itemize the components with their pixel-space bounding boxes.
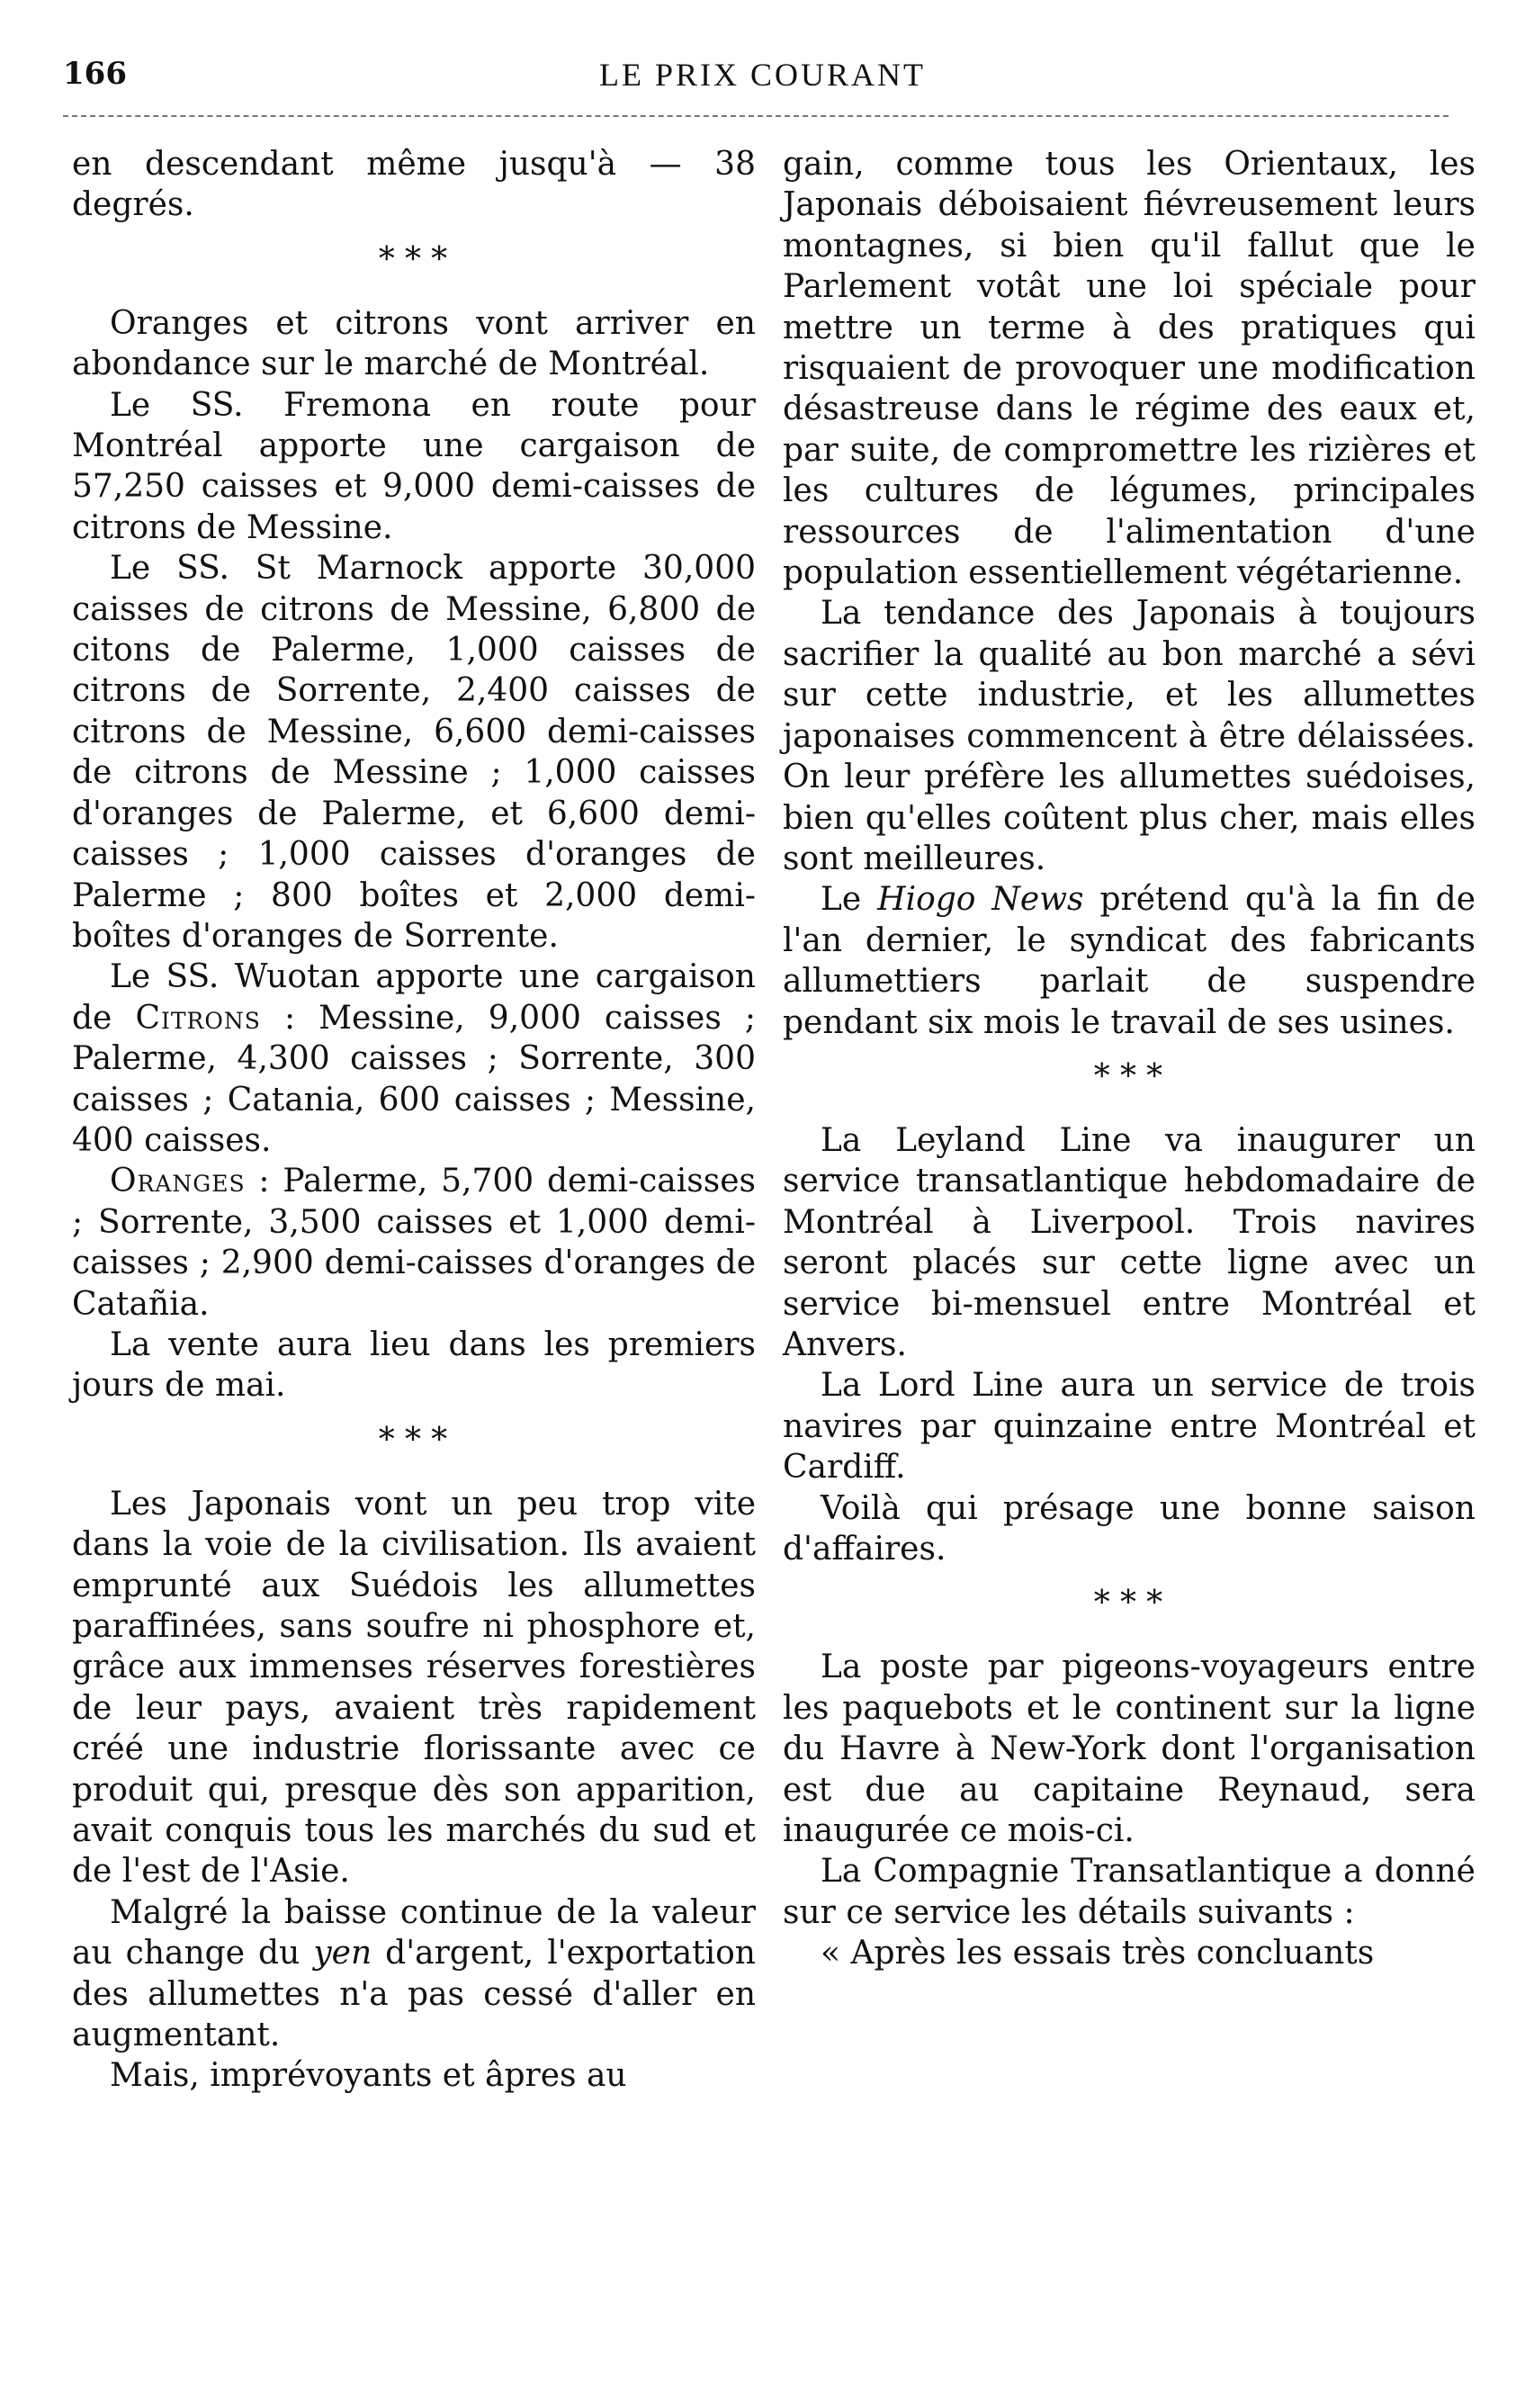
- text-run: : Palerme, 5,700 demi-caisses ; Sorrente, 3,500 caisses et 1,000 demi-caisses ; 2,900 demi-caisses d'oranges de Catañia.: [72, 1163, 756, 1323]
- paragraph-st-marnock: Le SS. St Marnock apporte 30,000 caisses de citrons de Messine, 6,800 de citons de Palerme, 1,000 caisses de citrons de Sorrente, 2,400 caisses de citrons de Messine, 6,600 demi-caisses de citrons de Messine ; 1,000 caisses d'oranges de Palerme, et 6,600 demi-caisses ; 1,000 caisses d'oranges de Palerme ; 800 boîtes et 2,000 demi-boîtes d'oranges de Sorrente.: [72, 550, 756, 955]
- text-run-italic: Hiogo News: [877, 881, 1084, 919]
- paragraph-fremona: Le SS. Fremona en route pour Montréal apporte une cargaison de 57,250 caisses et 9,000 demi-caisses de citrons de Messine.: [72, 386, 756, 546]
- right-column: [783, 144, 1476, 1974]
- paragraph-yen: [72, 1892, 756, 2056]
- section-separator: * * *: [378, 240, 450, 278]
- text-run-smallcaps: Oranges: [110, 1163, 246, 1200]
- paragraph-oranges-citrons: Oranges et citrons vont arriver en abondance sur le marché de Montréal.: [72, 304, 756, 383]
- text-run-smallcaps: Citrons: [135, 999, 261, 1037]
- section-separator: * * *: [1093, 1057, 1165, 1095]
- paragraph-pigeons: La poste par pigeons-voyageurs entre les paquebots et le continent sur la ligne du Havre à New-York dont l'organisation est due au capitaine Reynaud, sera inaugurée ce mois-ci.: [783, 1649, 1476, 1850]
- running-title: LE PRIX COURANT: [598, 57, 926, 93]
- paragraph-orientaux: gain, comme tous les Orientaux, les Japonais déboisaient fiévreusement leurs montagnes, si bien qu'il fallut que le Parlement votât une loi spéciale pour mettre un terme à des pratiques qui risquaient de provoquer une modification désastreuse dans le régime des eaux et, par suite, de compromettre les rizières et les cultures de légumes, principales ressources de l'alimentation d'une population essentiellement végétarienne.: [783, 146, 1476, 592]
- paragraph-imprevoyants: Mais, imprévoyants et âpres au: [110, 2057, 627, 2095]
- paragraph-temperature: en descendant même jusqu'à — 38 degrés.: [72, 146, 756, 224]
- text-run-italic: yen: [313, 1935, 372, 1972]
- paragraph-vente: La vente aura lieu dans les premiers jours de mai.: [72, 1325, 756, 1405]
- left-column: [72, 144, 756, 2097]
- paragraph-leyland-line: La Leyland Line va inaugurer un service transatlantique hebdomadaire de Montréal à Liverpool. Trois navires seront placés sur cette ligne avec un service bi-mensuel entre Montréal et Anvers.: [783, 1121, 1476, 1363]
- text-run: : Messine, 9,000 caisses ; Palerme, 4,300 caisses ; Sorrente, 300 caisses ; Catania, 600 caisses ; Messine, 400 caisses.: [72, 999, 757, 1159]
- text-run: Malgré la baisse continue de la valeur au change du: [72, 1893, 756, 1972]
- page-number: 166: [63, 56, 127, 92]
- section-separator: * * *: [1093, 1585, 1165, 1622]
- text-run: Le: [821, 881, 878, 919]
- paragraph-bonne-saison: Voilà qui présage une bonne saison d'affaires.: [783, 1489, 1476, 1568]
- paragraph-oranges-list: [72, 1161, 756, 1325]
- paragraph-compagnie: La Compagnie Transatlantique a donné sur ce service les détails suivants :: [783, 1853, 1476, 1931]
- text-run: Le SS. Wuotan apporte une cargaison de: [72, 958, 756, 1037]
- paragraph-tendance: La tendance des Japonais à toujours sacrifier la qualité au bon marché a sévi sur cette industrie, et les allumettes japonaises commencent à être délaissées. On leur préfère les allumettes suédoises, bien qu'elles coûtent plus cher, mais elles sont meilleures.: [783, 595, 1476, 877]
- paragraph-lord-line: La Lord Line aura un service de trois navires par quinzaine entre Montréal et Cardiff.: [783, 1367, 1476, 1487]
- text-run: prétend qu'à la fin de l'an dernier, le syndicat des fabricants allumettiers parlait de suspendre pendant six mois le travail de ses usines.: [783, 881, 1476, 1041]
- paragraph-essais: « Après les essais très concluants: [821, 1935, 1375, 1972]
- header-rule: [63, 115, 1449, 117]
- paragraph-wuotan: [72, 957, 756, 1161]
- text-run: d'argent, l'exportation des allumettes n'a pas cessé d'aller en augmentant.: [72, 1935, 756, 2054]
- section-separator: * * *: [378, 1421, 450, 1459]
- paragraph-japonais: Les Japonais vont un peu trop vite dans la voie de la civilisation. Ils avaient emprunté aux Suédois les allumettes paraffinées, sans soufre ni phosphore et, grâce aux immenses réserves forestières de leur pays, avaient très rapidement créé une industrie florissante avec ce produit qui, presque dès son apparition, avait conquis tous les marchés du sud et de l'est de l'Asie.: [72, 1485, 756, 1891]
- paragraph-hiogo-news: [783, 879, 1476, 1043]
